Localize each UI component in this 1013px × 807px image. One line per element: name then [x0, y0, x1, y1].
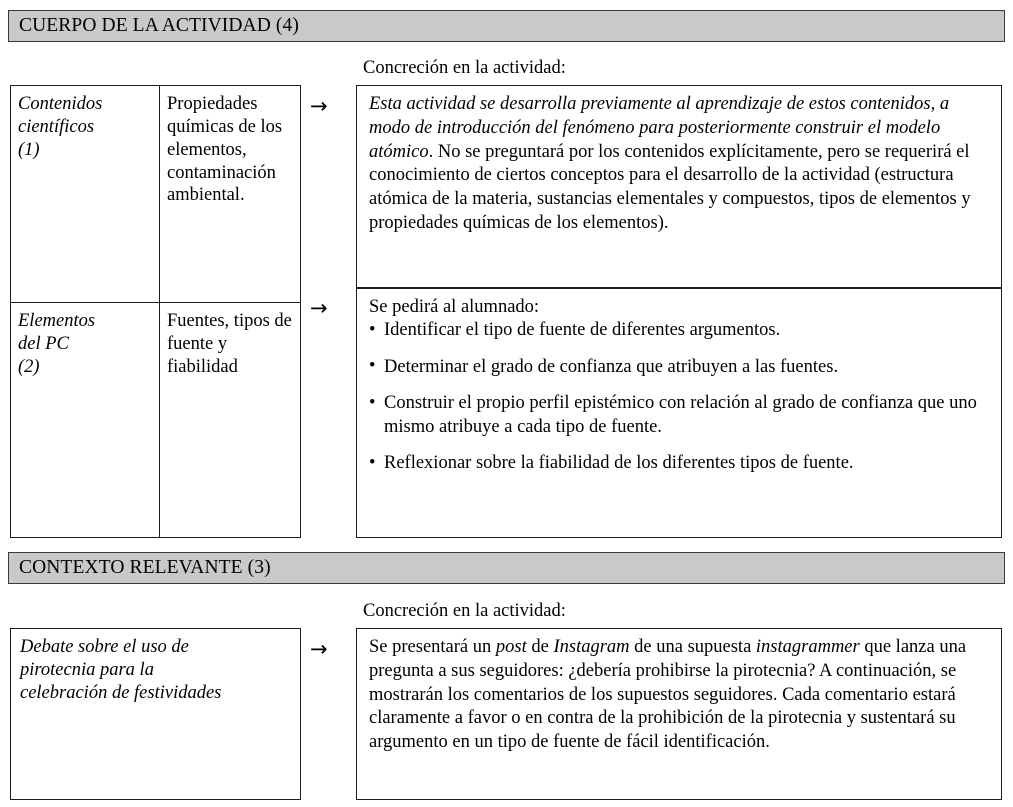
section-banner-cuerpo-actividad [8, 10, 1005, 42]
arrow-right-icon: → [310, 637, 328, 661]
detail-bullet-list [369, 319, 991, 475]
bullet-icon: • [369, 319, 376, 340]
detail-italic-lead: Esta actividad se desarrolla previamente al aprendizaje de estos contenidos, a modo de introducción del fenómeno para posteriormente construir el modelo atómico [369, 94, 950, 162]
list-item [369, 319, 991, 342]
detail-text: que lanza una pregunta a sus seguidores: ¿debería prohibirse la pirotecnia? A continuación, se mostrarán los comentarios de los supuestos seguidores. Cada comentario estará claramente a favor o en contra de la prohibición de la pirotecnia y sustentará su argumento en un tipo de fuente de fácil identificación. [369, 637, 967, 753]
concept-table [10, 85, 301, 538]
bullet-icon: • [369, 356, 376, 377]
concept-term-line: Contenidos [18, 94, 103, 114]
detail-box-elementos-pc [356, 288, 1002, 538]
detail-emphasis: post [495, 637, 527, 657]
context-term-box [10, 628, 301, 800]
concept-term-line: científicos [18, 116, 95, 137]
concept-table-section-1 [10, 85, 301, 538]
detail-rest: . No se preguntará por los contenidos explícitamente, pero se requerirá el conocimiento de ciertos conceptos para el desarrollo de la actividad (estructura atómica de la materia, sustancias elementales y compuestos, tipos de elementos y propiedades químicas de los elementos). [369, 141, 971, 233]
context-term-line: pirotecnia para la [20, 660, 154, 681]
detail-paragraph [369, 93, 991, 236]
arrow-right-icon: → [310, 94, 328, 118]
concept-term-line: Elementos [18, 311, 96, 331]
list-item-label: Identificar el tipo de fuente de diferentes argumentos. [384, 320, 781, 341]
concretion-caption-1: Concreción en la actividad: [363, 58, 566, 78]
list-item [369, 356, 991, 379]
list-item-label: Construir el propio perfil epistémico con relación al grado de confianza que uno mismo atribuye a cada tipo de fuente. [384, 393, 977, 437]
detail-text: de [526, 637, 554, 657]
detail-text: Se presentará un [369, 637, 496, 657]
concept-term-line: (2) [18, 356, 40, 377]
detail-text: de una supuesta [629, 637, 756, 657]
concept-term-cell [11, 86, 160, 303]
table-row [11, 86, 301, 303]
concept-term-line: (1) [18, 139, 40, 160]
context-term-line: Debate sobre el uso de [20, 637, 189, 657]
detail-box-contexto-relevante [356, 628, 1002, 800]
bullet-icon: • [369, 452, 376, 473]
detail-emphasis: instagrammer [755, 637, 860, 657]
list-item-label: Reflexionar sobre la fiabilidad de los diferentes tipos de fuente. [384, 453, 854, 474]
section-title: CUERPO DE LA ACTIVIDAD (4) [19, 15, 299, 36]
list-item [369, 392, 991, 439]
arrow-right-icon: → [310, 296, 328, 320]
section-title: CONTEXTO RELEVANTE (3) [19, 557, 271, 578]
list-item-label: Determinar el grado de confianza que atribuyen a las fuentes. [384, 356, 839, 377]
concept-description-cell: Propiedades químicas de los elementos, contaminación ambiental. [160, 86, 301, 303]
detail-emphasis: Instagram [553, 637, 630, 657]
context-term-line: celebración de festividades [20, 683, 222, 704]
detail-paragraph [369, 636, 991, 755]
concretion-caption-2: Concreción en la actividad: [363, 601, 566, 621]
list-item [369, 452, 991, 475]
concept-term-line: del PC [18, 333, 69, 354]
detail-box-contenidos-cientificos [356, 85, 1002, 288]
table-row [11, 303, 301, 538]
concept-description-cell: Fuentes, tipos de fuente y fiabilidad [160, 303, 301, 538]
detail-lead: Se pedirá al alumnado: [369, 297, 540, 317]
concept-term-cell [11, 303, 160, 538]
section-banner-contexto-relevante [8, 552, 1005, 584]
bullet-icon: • [369, 392, 376, 413]
